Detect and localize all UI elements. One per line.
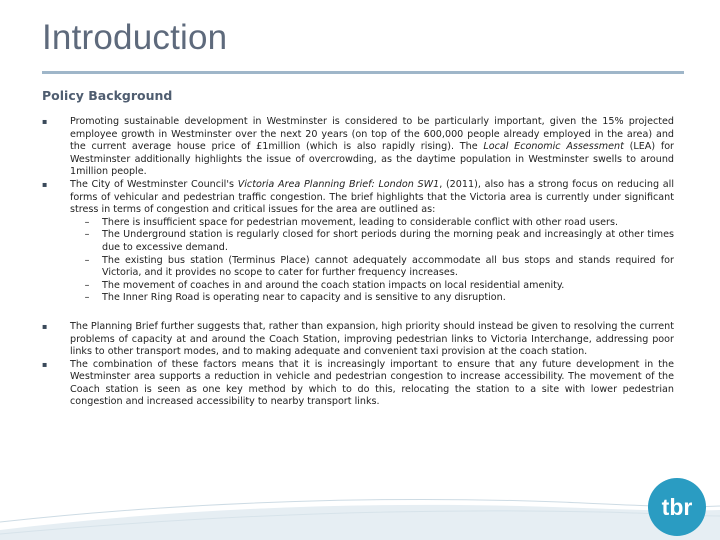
dash-marker: – — [84, 254, 90, 266]
list-item: – The Underground station is regularly closed for short periods during the morning peak and increasingly at other times due to excessive demand. — [70, 229, 674, 254]
page-title: Introduction — [42, 18, 228, 57]
title-divider — [42, 71, 684, 74]
dash-marker: – — [84, 292, 90, 304]
list-item: – The Inner Ring Road is operating near to capacity and is sensitive to any disruption. — [70, 292, 674, 305]
bullet-marker: ▪ — [42, 179, 48, 189]
footer-wave-graphic — [0, 450, 720, 540]
list-item: – The existing bus station (Terminus Place) cannot adequately accommodate all bus stops and stands required for Victoria, and it provides no scope to cater for further frequency increases. — [70, 255, 674, 280]
dash-marker: – — [84, 216, 90, 228]
bullet-item — [42, 179, 674, 217]
bullet-text: The City of Westminster Council's Victoria Area Planning Brief: London SW1, (2011), also has a strong focus on reducing all forms of vehicular and pedestrian traffic congestion. The brief highlights that the Victoria area is currently under significant stress in terms of congestion and critical issues for the area are outlined as: — [70, 178, 674, 216]
spacer — [42, 305, 674, 321]
bullet-marker: ▪ — [42, 321, 48, 331]
bullet-item — [42, 116, 674, 179]
tbr-logo: tbr — [648, 478, 706, 536]
list-item: – The movement of coaches in and around the coach station impacts on local residential amenity. — [70, 280, 674, 293]
bullet-marker: ▪ — [42, 117, 48, 126]
list-item: – There is insufficient space for pedestrian movement, leading to considerable conflict with other road users. — [70, 217, 674, 230]
body-content — [42, 116, 674, 409]
issues-list — [42, 217, 674, 305]
bullet-text: The combination of these factors means that it is increasingly important to ensure that any future development in the Westminster area supports a reduction in vehicle and pedestrian congestion to increase accessibility. The movement of the Coach station is seen as one key method by which to do this, relocating the station to a site with lower pedestrian congestion and increased accessibility to nearby transport links. — [70, 358, 674, 408]
bullet-text: The Planning Brief further suggests that, rather than expansion, high priority should instead be given to resolving the current problems of capacity at and around the Coach Station, improving pedestrian links to Victoria Interchange, addressing poor links to other transport modes, and to making adequate and convenient taxi provision at the coach station. — [70, 320, 674, 358]
section-heading: Policy Background — [42, 88, 173, 103]
dash-marker: – — [84, 229, 90, 241]
bullet-item — [42, 359, 674, 409]
bullet-marker: ▪ — [42, 359, 48, 369]
bullet-item — [42, 321, 674, 359]
dash-marker: – — [84, 279, 90, 291]
bullet-text: Promoting sustainable development in Westminster is considered to be particularly important, given the 15% projected employee growth in Westminster over the next 20 years (on top of the 600,000 people already employed in the area) and the current average house price of £1million (which is also rapidly rising). The Local Economic Assessment (LEA) for Westminster additionally highlights the issue of overcrowding, as the daytime population in Westminster swells to around 1million people. — [70, 116, 675, 178]
